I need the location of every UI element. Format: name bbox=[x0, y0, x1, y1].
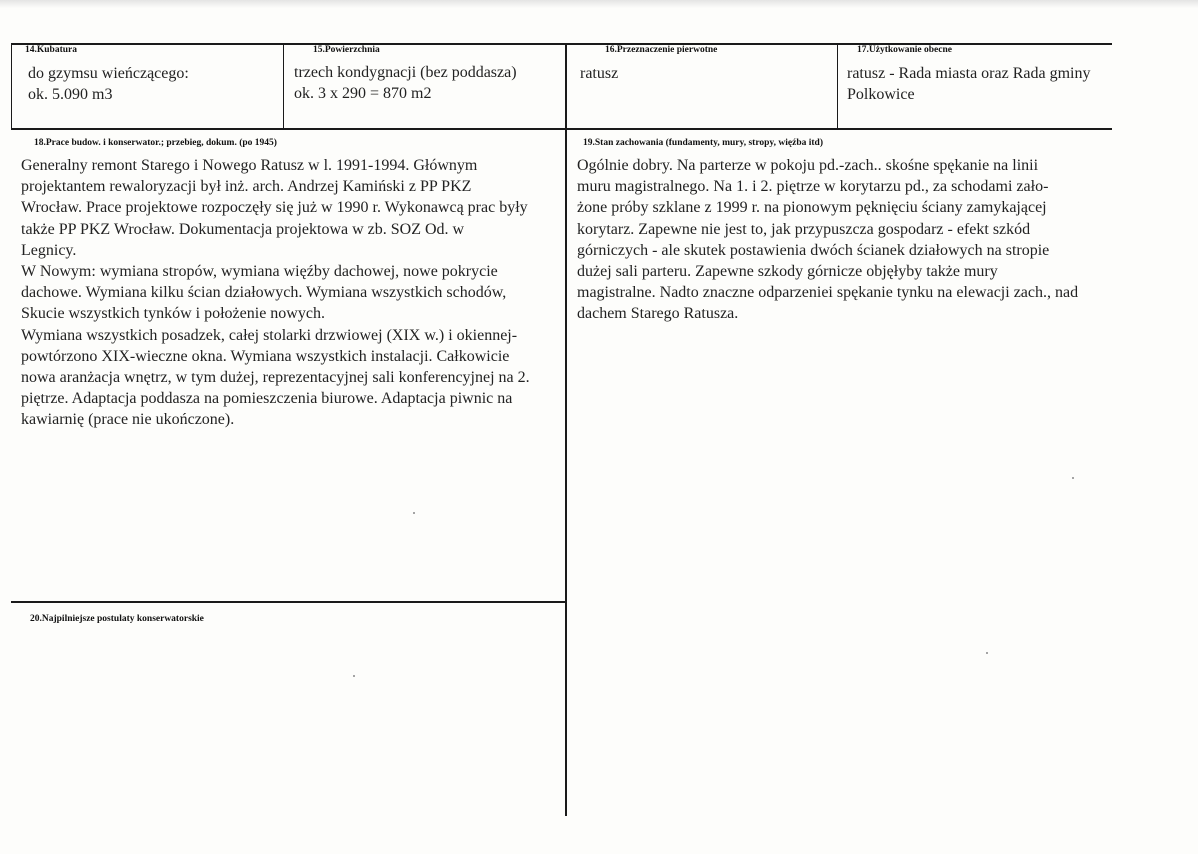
stan-line: żone próby szklane z 1999 r. na pionowym pęknięciu ściany zamykającej bbox=[577, 199, 1047, 217]
kubatura-line: do gzymsu wieńczącego: bbox=[28, 65, 189, 82]
divider-16-17 bbox=[837, 43, 838, 129]
stan-line: korytarz. Zapewne nie jest to, jak przypuszcza gospodarz - efekt szkód bbox=[577, 220, 1031, 238]
stan-line: górniczych - ale skutek postawienia dwóch ścianek działowych na stropie bbox=[577, 241, 1050, 259]
powierzchnia-value bbox=[294, 62, 517, 104]
kubatura-label: 14.Kubatura bbox=[25, 45, 77, 55]
prace-label: 18.Prace budow. i konserwator.; przebieg, dokum. (po 1945) bbox=[34, 138, 277, 148]
uzytkowanie-line: ratusz - Rada miasta oraz Rada gminy bbox=[847, 65, 1091, 82]
uzytkowanie-value bbox=[847, 63, 1090, 105]
prace-line: Legnicy. bbox=[21, 241, 77, 259]
prace-line: dachowe. Wymiana kilku ścian działowych. Wymiana wszystkich schodów, bbox=[21, 284, 507, 302]
stan-line: magistralne. Nadto znaczne odparzeniei spękanie tynku na elewacji zach., nad bbox=[577, 284, 1079, 302]
scan-top-edge bbox=[0, 0, 1198, 8]
uzytkowanie-label: 17.Użytkowanie obecne bbox=[857, 45, 952, 55]
prace-line: powtórzono XIX-wieczne okna. Wymiana wszystkich instalacji. Całkowicie bbox=[21, 347, 510, 365]
uzytkowanie-line: Polkowice bbox=[847, 86, 915, 103]
prace-line: Skucie wszystkich tynków i położenie nowych. bbox=[21, 305, 325, 323]
prace-line: piętrze. Adaptacja poddasza na pomieszczenia biurowe. Adaptacja piwnic na bbox=[21, 390, 513, 408]
prace-line: Wrocław. Prace projektowe rozpoczęły się już w 1990 r. Wykonawcą prac były bbox=[21, 199, 528, 217]
kubatura-line: ok. 5.090 m3 bbox=[28, 86, 113, 103]
prace-line: także PP PKZ Wrocław. Dokumentacja projektowa w zb. SOZ Od. w bbox=[21, 220, 465, 238]
powierzchnia-line: trzech kondygnacji (bez poddasza) bbox=[294, 64, 517, 81]
przeznaczenie-label: 16.Przeznaczenie pierwotne bbox=[605, 45, 718, 55]
stan-line: dachem Starego Ratusza. bbox=[577, 305, 739, 323]
kubatura-value bbox=[28, 63, 189, 105]
stan-label: 19.Stan zachowania (fundamenty, mury, stropy, więźba itd) bbox=[583, 138, 823, 148]
prace-line: projektantem rewaloryzacji był inż. arch. Andrzej Kamiński z PP PKZ bbox=[21, 178, 472, 196]
scan-speck bbox=[413, 512, 415, 514]
prace-line: nowa aranżacja wnętrz, w tym dużej, reprezentacyjnej sali konferencyjnej na 2. bbox=[21, 369, 530, 387]
przeznaczenie-line: ratusz bbox=[580, 65, 619, 82]
prace-line: Wymiana wszystkich posadzek, całej stolarki drzwiowej (XIX w.) i okiennej- bbox=[21, 326, 518, 344]
stan-text bbox=[577, 155, 1078, 325]
scan-speck bbox=[986, 652, 988, 654]
divider-15-16 bbox=[565, 43, 567, 129]
przeznaczenie-value bbox=[580, 63, 618, 84]
stan-line: Ogólnie dobry. Na parterze w pokoju pd.-zach.. skośne spękanie na linii bbox=[577, 157, 1039, 174]
postulaty-label: 20.Najpilniejsze postulaty konserwatorskie bbox=[30, 614, 204, 624]
scan-speck bbox=[353, 675, 355, 677]
divider-14-15 bbox=[283, 43, 284, 129]
row-rule-2 bbox=[11, 601, 567, 603]
powierzchnia-line: ok. 3 x 290 = 870 m2 bbox=[294, 85, 432, 102]
prace-line: W Nowym: wymiana stropów, wymiana więźby dachowej, nowe pokrycie bbox=[21, 263, 498, 281]
prace-line: kawiarnię (prace nie ukończone). bbox=[21, 411, 235, 429]
center-divider bbox=[565, 130, 567, 816]
left-border bbox=[11, 43, 12, 129]
powierzchnia-label: 15.Powierzchnia bbox=[313, 45, 380, 55]
row-rule-1 bbox=[11, 128, 1112, 130]
prace-line: Generalny remont Starego i Nowego Ratusz w l. 1991-1994. Głównym bbox=[21, 157, 478, 174]
stan-line: muru magistralnego. Na 1. i 2. piętrze w korytarzu pd., za schodami zało- bbox=[577, 178, 1049, 196]
scan-speck bbox=[1072, 477, 1074, 479]
stan-line: dużej sali parteru. Zapewne szkody górnicze objęłyby także mury bbox=[577, 263, 998, 281]
prace-text bbox=[21, 155, 530, 431]
